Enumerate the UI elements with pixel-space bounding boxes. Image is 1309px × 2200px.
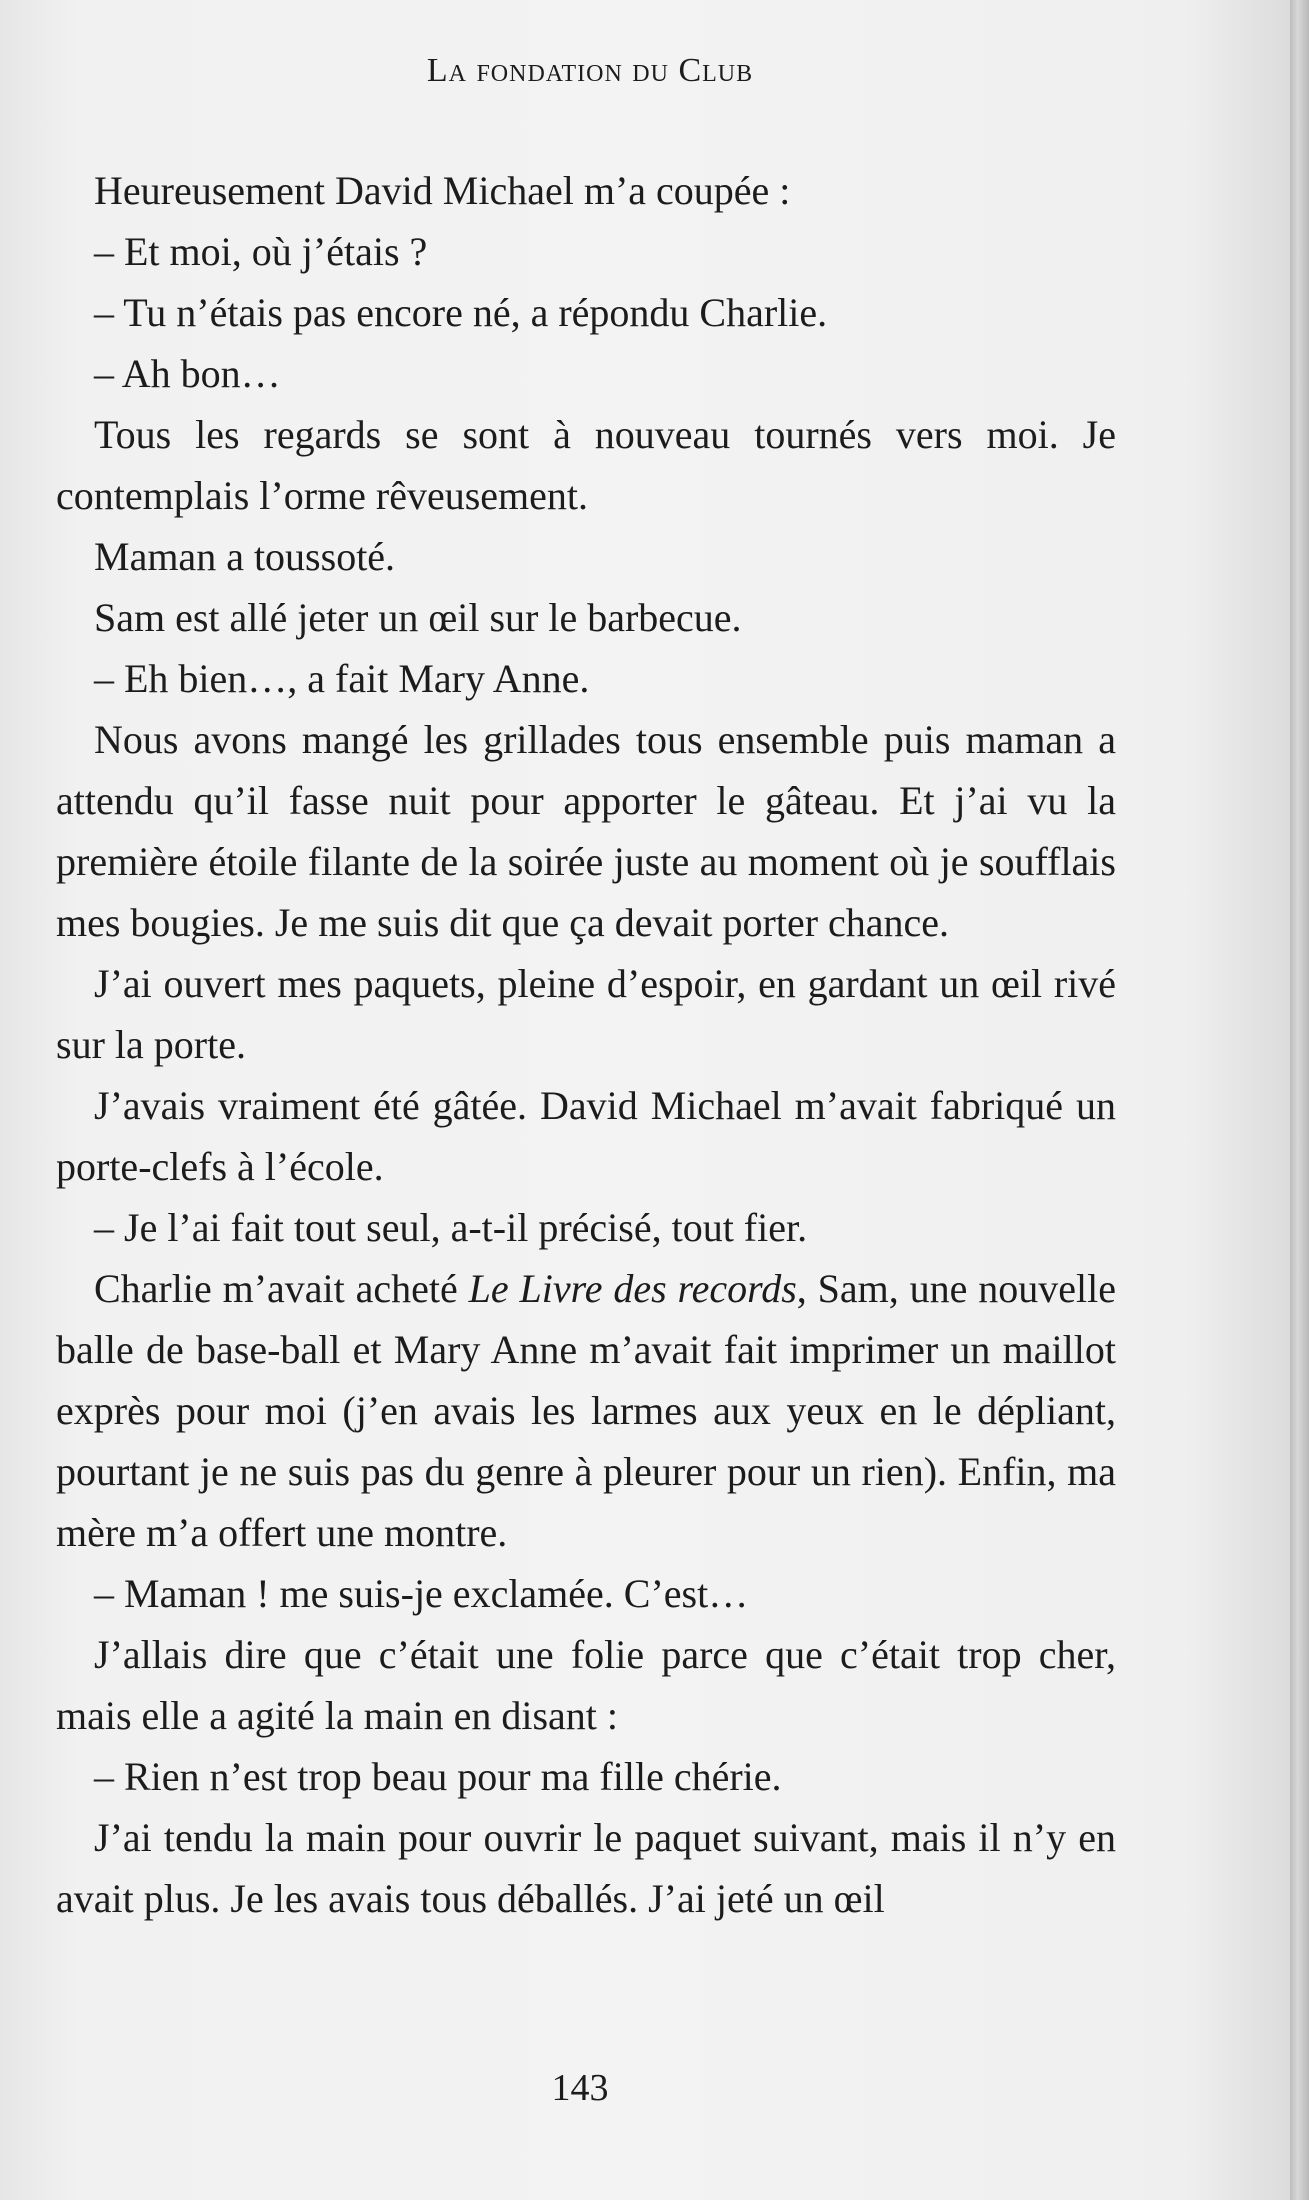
paragraph-17: J’ai tendu la main pour ouvrir le paquet suivant, mais il n’y en avait plus. Je les avais tous déballés. J’ai jeté un œil bbox=[56, 1815, 1116, 1921]
paragraph-4: – Ah bon… bbox=[94, 351, 281, 396]
paragraph-14: – Maman ! me suis-je exclamée. C’est… bbox=[94, 1571, 749, 1616]
page-number: 143 bbox=[551, 2067, 609, 2109]
paragraph-12: – Je l’ai fait tout seul, a-t-il précisé, tout fier. bbox=[94, 1205, 808, 1250]
paragraph-16: – Rien n’est trop beau pour ma fille chérie. bbox=[94, 1754, 782, 1799]
paragraph-5: Tous les regards se sont à nouveau tournés vers moi. Je contemplais l’orme rêveusement. bbox=[56, 412, 1116, 518]
paragraph-13-end: , Sam, une nouvelle balle de base-ball et Mary Anne m’avait fait imprimer un maillot exprès pour moi (j’en avais les larmes aux yeux en le dépliant, pourtant je ne suis pas du genre à pleurer pour un rien). Enfin, ma mère m’a offert une montre. bbox=[56, 1266, 1116, 1555]
paragraph-13-start: Charlie m’avait acheté bbox=[94, 1266, 469, 1311]
paragraph-13 bbox=[56, 1258, 1116, 1563]
paragraph-1: Heureusement David Michael m’a coupée : bbox=[94, 168, 791, 213]
page-edge bbox=[1290, 0, 1309, 2200]
paragraph-11: J’avais vraiment été gâtée. David Michael m’avait fabriqué un porte-clefs à l’école. bbox=[56, 1083, 1116, 1189]
paragraph-8: – Eh bien…, a fait Mary Anne. bbox=[94, 656, 590, 701]
paragraph-7: Sam est allé jeter un œil sur le barbecue. bbox=[94, 595, 742, 640]
paragraph-15: J’allais dire que c’était une folie parce que c’était trop cher, mais elle a agité la main en disant : bbox=[56, 1632, 1116, 1738]
running-head: La fondation du Club bbox=[426, 52, 754, 89]
book-title-italic: Le Livre des records bbox=[468, 1266, 797, 1311]
paragraph-2: – Et moi, où j’étais ? bbox=[94, 229, 428, 274]
body-text bbox=[56, 160, 1116, 1929]
paragraph-10: J’ai ouvert mes paquets, pleine d’espoir, en gardant un œil rivé sur la porte. bbox=[56, 961, 1116, 1067]
paragraph-9: Nous avons mangé les grillades tous ensemble puis maman a attendu qu’il fasse nuit pour apporter le gâteau. Et j’ai vu la première étoile filante de la soirée juste au moment où je soufflais mes bougies. Je me suis dit que ça devait porter chance. bbox=[56, 717, 1116, 945]
paragraph-6: Maman a toussoté. bbox=[94, 534, 396, 579]
paragraph-3: – Tu n’étais pas encore né, a répondu Charlie. bbox=[94, 290, 828, 335]
